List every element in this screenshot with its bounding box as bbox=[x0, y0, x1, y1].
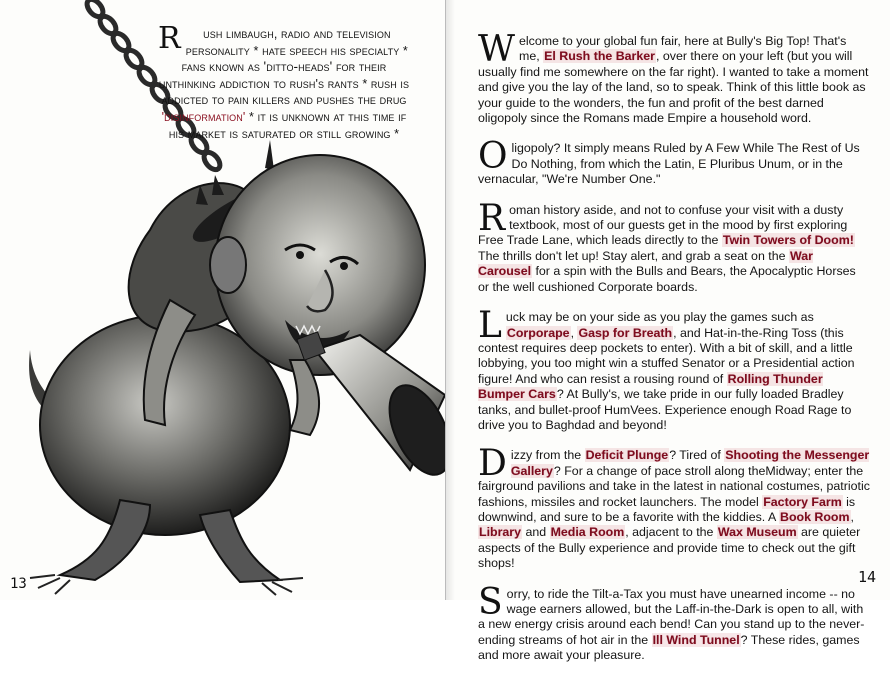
paragraph-text: and bbox=[522, 525, 550, 539]
attraction-name: Factory Farm bbox=[762, 495, 843, 509]
attraction-name: Corporape bbox=[506, 326, 571, 340]
paragraph bbox=[478, 141, 870, 187]
paragraph-text: elcome to your global fun fair, here at Bully's Big Top! That's me, bbox=[519, 34, 846, 63]
caption-dropcap: R bbox=[158, 26, 181, 52]
attraction-name: Shooting the Messenger Gallery bbox=[511, 448, 869, 477]
attraction-name: El Rush the Barker bbox=[543, 49, 656, 63]
caption-text: * bbox=[249, 110, 254, 124]
caption-text: * bbox=[394, 127, 399, 141]
paragraph-text: is downwind, and sure to be a favorite with the kiddies. A bbox=[478, 495, 855, 524]
paragraph-dropcap: L bbox=[478, 312, 502, 340]
paragraph bbox=[478, 587, 870, 664]
paragraph-text: are quieter aspects of the Bully experience and provide time to check out the gift shops! bbox=[478, 525, 860, 570]
paragraph-text: , adjacent to the bbox=[625, 525, 717, 539]
paragraph-text: , bbox=[571, 326, 578, 340]
caption-text: * bbox=[403, 44, 408, 58]
attraction-name: Gasp for Breath bbox=[577, 326, 673, 340]
attraction-name: Twin Towers of Doom! bbox=[722, 233, 855, 247]
paragraph-text: ? Tired of bbox=[669, 448, 724, 462]
page-number-right: 14 bbox=[858, 568, 876, 586]
paragraph bbox=[478, 34, 870, 126]
attraction-name: Ill Wind Tunnel bbox=[652, 633, 741, 647]
paragraph-text: ? For a change of pace stroll along theMidway; enter the fairground pavilions and take in the latest in national costumes, patriotic fashions, missiles and rocket launchers. The model bbox=[478, 464, 870, 509]
caption-text: hate speech his specialty bbox=[259, 44, 403, 58]
left-page bbox=[0, 0, 446, 600]
body-text bbox=[478, 34, 870, 679]
attraction-name: Deficit Plunge bbox=[585, 448, 670, 462]
caption-text: * bbox=[253, 44, 258, 58]
caption-text: * bbox=[362, 77, 367, 91]
paragraph-text: , over there on your left (but you will usually find me somewhere on the far right). I wanted to take a moment and give you the lay of the land, so to speak. Think of this little book as your guide to the wonders, the fun and profit of the best darned oligopoly since the Romans made Empire a household word. bbox=[478, 49, 869, 125]
caption-text: fans known as bbox=[182, 60, 264, 74]
paragraph-text: ligopoly? It simply means Ruled by A Few While The Rest of Us Do Nothing, from which the Latin, E Pluribus Unum, or in the vernacular, "We're Number One." bbox=[478, 141, 860, 186]
paragraph-dropcap: D bbox=[478, 450, 507, 478]
paragraph-text: The thrills don't let up! Stay alert, and grab a seat on the bbox=[478, 249, 789, 263]
caption-text: it is unknown at this time if his market is saturated or still growing bbox=[169, 110, 407, 141]
caption-text: rush is addicted to pain killers and pushes the drug bbox=[161, 77, 409, 108]
paragraph-dropcap: S bbox=[478, 589, 503, 617]
attraction-name: Book Room bbox=[779, 510, 851, 524]
caption-text: for their unthinking addiction to rush's rants bbox=[159, 60, 386, 91]
paragraph-text: ? These rides, games and more await your pleasure. bbox=[478, 633, 860, 662]
page-number-left: 13 bbox=[10, 576, 27, 592]
caption-text: 'ditto-heads' bbox=[264, 59, 333, 74]
paragraph bbox=[478, 448, 870, 571]
paragraph bbox=[478, 310, 870, 433]
caption-text: ush limbaugh, radio and television personality bbox=[186, 27, 391, 58]
paragraph-text: izzy from the bbox=[511, 448, 585, 462]
attraction-name: Rolling Thunder Bumper Cars bbox=[478, 372, 823, 401]
attraction-name: War Carousel bbox=[478, 249, 813, 278]
paragraph-text: for a spin with the Bulls and Bears, the Apocalyptic Horses or the well cushioned Corporate boards. bbox=[478, 264, 856, 293]
illustration-caption bbox=[158, 26, 410, 142]
paragraph-text: , and Hat-in-the-Ring Toss (this contest requires deep pockets to enter). With a bit of skill, and a little lobbying, you too might win a stuffed Senator or a Presidential action figure! And who can resist a rousing round of bbox=[478, 326, 855, 386]
paragraph-dropcap: O bbox=[478, 143, 508, 171]
attraction-name: Media Room bbox=[550, 525, 626, 539]
attraction-name: Library bbox=[478, 525, 522, 539]
paragraph bbox=[478, 203, 870, 295]
paragraph-text: ? At Bully's, we take pride in our fully loaded Bradley tanks, and bullet-proof HumVees. Experience enough Road Rage to drive you to Baghdad and beyond! bbox=[478, 387, 851, 432]
paragraph-dropcap: W bbox=[478, 36, 515, 64]
attraction-name: Wax Museum bbox=[717, 525, 798, 539]
paragraph-text: uck may be on your side as you play the games such as bbox=[506, 310, 814, 324]
caption-highlight: 'disinformation' bbox=[162, 110, 246, 124]
paragraph-text: orry, to ride the Tilt-a-Tax you must have unearned income -- no wage earners allowed, but the Laff-in-the-Dark is open to all, with a new energy crisis around each bend! Can you stand up to the never-ending streams of hot air in the bbox=[478, 587, 864, 647]
paragraph-text: , bbox=[851, 510, 854, 524]
paragraph-text: oman history aside, and not to confuse your visit with a dusty textbook, most of our guests get in the mood by first exploring Free Trade Lane, which leads directly to the bbox=[478, 203, 847, 248]
paragraph-dropcap: R bbox=[478, 205, 505, 233]
